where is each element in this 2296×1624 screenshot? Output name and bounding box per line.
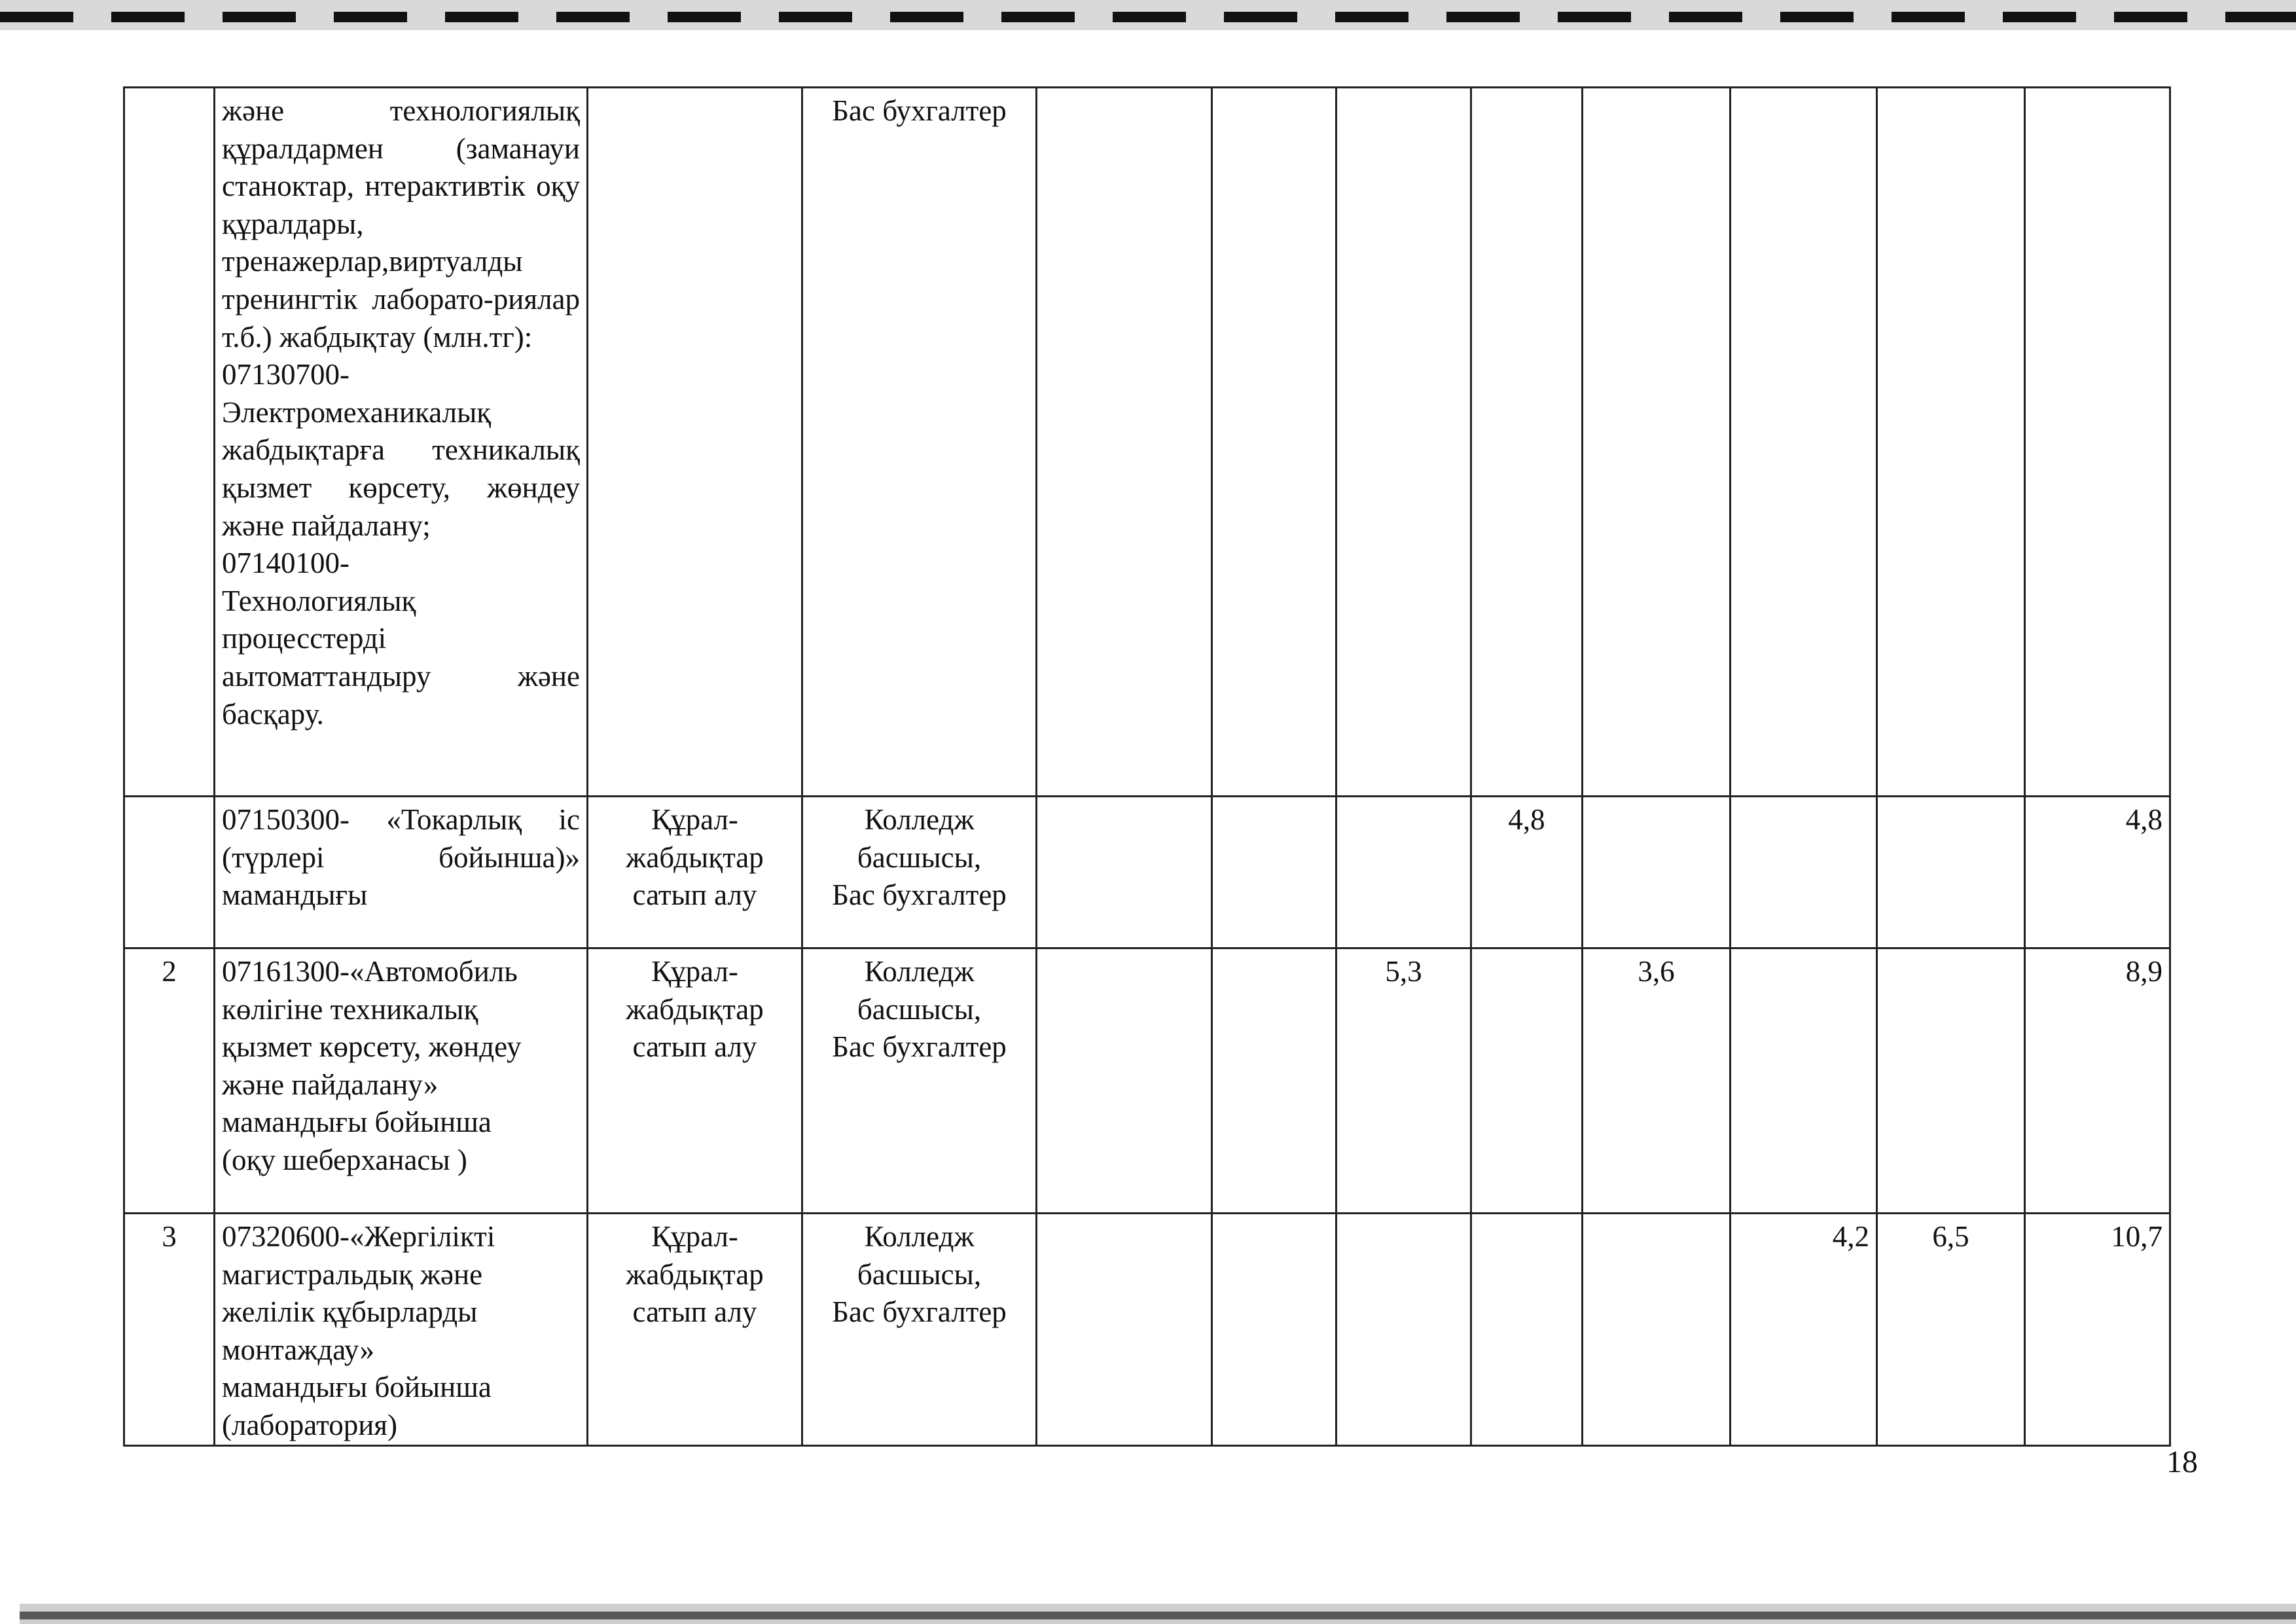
row-number-cell <box>124 88 215 797</box>
value-cell-9 <box>1583 1214 1731 1446</box>
value-cell-10 <box>1731 88 1877 797</box>
value-cell-10: 4,2 <box>1731 1214 1877 1446</box>
table-row <box>124 948 2170 1214</box>
value-cell-9 <box>1583 797 1731 948</box>
value-cell-5 <box>1037 948 1212 1214</box>
binding-strip-top <box>0 0 2296 30</box>
table-row <box>124 1214 2170 1446</box>
value-cell-6 <box>1212 797 1336 948</box>
value-cell-7 <box>1336 797 1471 948</box>
measure-name-cell: 07161300-«Автомобиль көлігіне техникалық қызмет көрсету, жөндеу және пайдалану» мамандығы бойынша (оқу шеберханасы ) <box>215 948 588 1214</box>
value-cell-7 <box>1336 1214 1471 1446</box>
value-cell-11 <box>1877 88 2025 797</box>
value-cell-7 <box>1336 88 1471 797</box>
responsible-cell: Колледж басшысы, Бас бухгалтер <box>802 948 1037 1214</box>
value-cell-12 <box>2025 88 2170 797</box>
value-cell-12: 8,9 <box>2025 948 2170 1214</box>
value-cell-8 <box>1471 88 1583 797</box>
action-cell: Құрал- жабдықтар сатып алу <box>588 1214 802 1446</box>
document-page <box>0 30 2296 1604</box>
value-cell-10 <box>1731 797 1877 948</box>
measure-name-cell: 07150300- «Токарлық іс (түрлері бойынша)» мамандығы <box>215 797 588 948</box>
measure-name-cell: және технологиялық құралдармен (заманауи станоктар, нтерактивтік оқу құралдары, тренажерлар,виртуалды тренингтік лаборато-риялар т.б.) жабдықтау (млн.тг): 07130700- Электромеханикалық жабдықтарға техникалық қызмет көрсету, жөндеу және пайдалану; 07140100- Технологиялық процесстерді аытоматтандыру және басқару. <box>215 88 588 797</box>
plan-table <box>123 86 2171 1447</box>
row-number-cell: 3 <box>124 1214 215 1446</box>
binding-edge <box>20 1612 2296 1619</box>
value-cell-12: 10,7 <box>2025 1214 2170 1446</box>
measure-name-cell: 07320600-«Жергілікті магистральдық және желілік құбырларды монтаждау» мамандығы бойынша (лаборатория) <box>215 1214 588 1446</box>
value-cell-11 <box>1877 948 2025 1214</box>
table-row <box>124 797 2170 948</box>
value-cell-9: 3,6 <box>1583 948 1731 1214</box>
value-cell-8 <box>1471 948 1583 1214</box>
value-cell-6 <box>1212 1214 1336 1446</box>
value-cell-11: 6,5 <box>1877 1214 2025 1446</box>
value-cell-5 <box>1037 1214 1212 1446</box>
binding-strip-bottom <box>20 1604 2296 1624</box>
value-cell-10 <box>1731 948 1877 1214</box>
binding-holes <box>0 12 2296 22</box>
value-cell-7: 5,3 <box>1336 948 1471 1214</box>
row-number-cell <box>124 797 215 948</box>
value-cell-6 <box>1212 948 1336 1214</box>
table-row <box>124 88 2170 797</box>
value-cell-9 <box>1583 88 1731 797</box>
responsible-cell: Бас бухгалтер <box>802 88 1037 797</box>
value-cell-8 <box>1471 1214 1583 1446</box>
value-cell-11 <box>1877 797 2025 948</box>
action-cell: Құрал- жабдықтар сатып алу <box>588 948 802 1214</box>
value-cell-12: 4,8 <box>2025 797 2170 948</box>
row-number-cell: 2 <box>124 948 215 1214</box>
value-cell-5 <box>1037 88 1212 797</box>
responsible-cell: Колледж басшысы, Бас бухгалтер <box>802 1214 1037 1446</box>
value-cell-8: 4,8 <box>1471 797 1583 948</box>
action-cell: Құрал- жабдықтар сатып алу <box>588 797 802 948</box>
action-cell <box>588 88 802 797</box>
value-cell-6 <box>1212 88 1336 797</box>
page-number: 18 <box>2166 1445 2198 1479</box>
responsible-cell: Колледж басшысы, Бас бухгалтер <box>802 797 1037 948</box>
value-cell-5 <box>1037 797 1212 948</box>
